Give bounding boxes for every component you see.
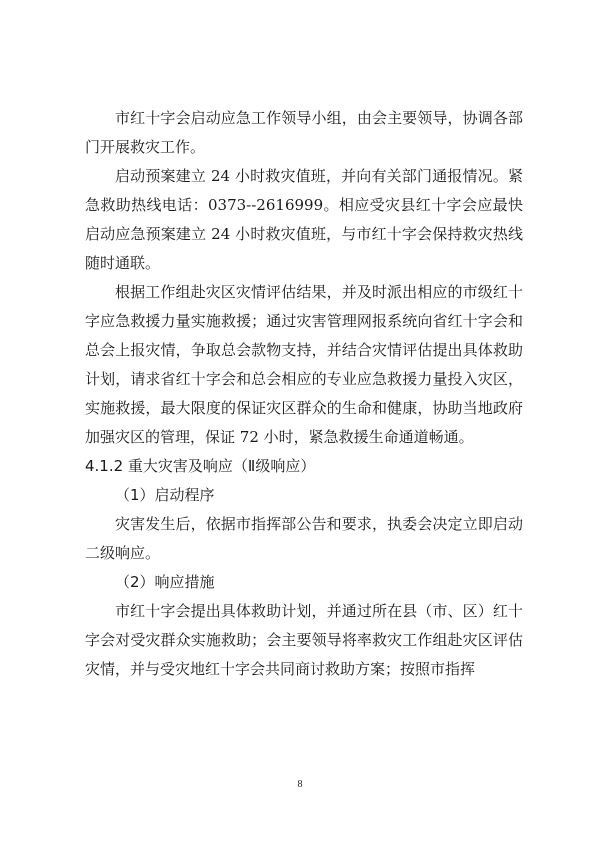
paragraph-startup-procedure: 灾害发生后，依据市指挥部公告和要求，执委会决定立即启动二级响应。 [85,515,523,562]
subsection-heading-response-measures: （2）响应措施 [115,573,215,591]
page-body [85,104,523,684]
paragraph-leadership: 市红十字会启动应急工作领导小组，由会主要领导，协调各部门开展救灾工作。 [85,109,523,156]
page-number: 8 [297,779,303,790]
paragraph-rescue-forces: 根据工作组赴灾区灾情评估结果，并及时派出相应的市级红十字应急救援力量实施救援；通过灾害管理网报系统向省红十字会和总会上报灾情，争取总会款物支持，并结合灾情评估提出具体救助计划，请求省红十字会和总会相应的专业应急救援力量投入灾区，实施救援，最大限度的保证灾区群众的生命和健康，协助当地政府加强灾区的管理，保证 72 小时，紧急救援生命通道畅通。 [85,283,523,446]
paragraph-response-measures: 市红十字会提出具体救助计划，并通过所在县（市、区）红十字会对受灾群众实施救助；会主要领导将率救灾工作组赴灾区评估灾情，并与受灾地红十字会共同商讨救助方案；按照市指挥 [85,602,523,678]
section-heading: 4.1.2 重大灾害及响应（Ⅱ级响应） [85,457,316,475]
paragraph-duty-hotline: 启动预案建立 24 小时救灾值班，并向有关部门通报情况。紧急救助热线电话：0373--2616999。相应受灾县红十字会应最快启动应急预案建立 24 小时救灾值班，与市红十字会保持救灾热线随时通联。 [85,167,523,272]
subsection-heading-startup-procedure: （1）启动程序 [115,486,215,504]
